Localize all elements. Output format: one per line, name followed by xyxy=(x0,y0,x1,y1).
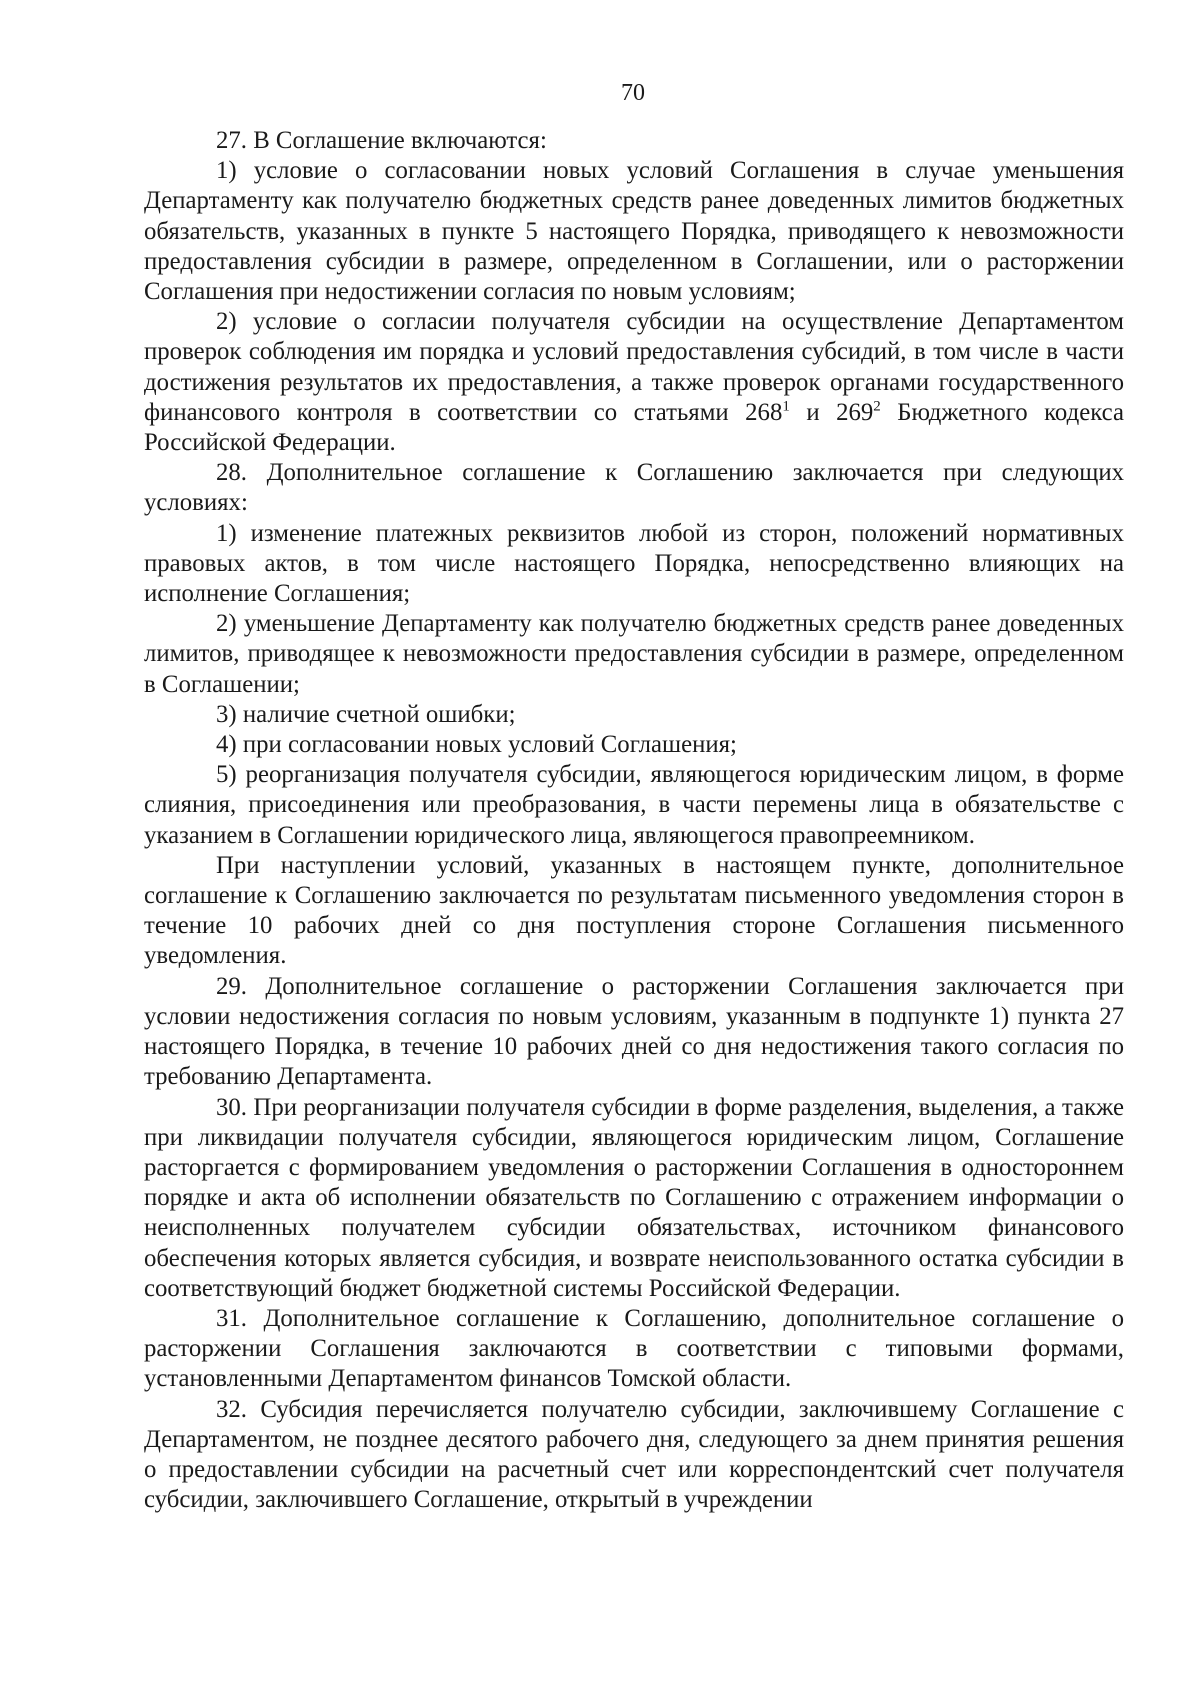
paragraph-28-item-3: 3) наличие счетной ошибки; xyxy=(216,700,516,728)
footnote-superscript: 2 xyxy=(873,398,881,415)
paragraph-28-item-5: 5) реорганизация получателя субсидии, являющегося юридическим лицом, в форме слияния, присоединения или преобразования, в части перемены лица в обязательстве с указанием в Соглашении юридического лица, являющегося правопреемником. xyxy=(144,761,1124,849)
paragraph-27-item-1: 1) условие о согласовании новых условий Соглашения в случае уменьшения Департаменту как получателю бюджетных средств ранее доведенных лимитов бюджетных обязательств, указанных в пункте 5 настоящего Порядка, приводящего к невозможности предоставления субсидии в размере, определенном в Соглашении, или о расторжении Соглашения при недостижении согласия по новым условиям; xyxy=(144,157,1124,306)
paragraph-29: 29. Дополнительное соглашение о расторжении Соглашения заключается при условии недостижения согласия по новым условиям, указанным в подпункте 1) пункта 27 настоящего Порядка, в течение 10 рабочих дней со дня недостижения такого согласия по требованию Департамента. xyxy=(144,972,1124,1091)
paragraph-27: 27. В Соглашение включаются: xyxy=(216,127,547,154)
paragraph-27-item-2-text-mid: и 269 xyxy=(789,398,874,426)
paragraph-28-tail: При наступлении условий, указанных в настоящем пункте, дополнительное соглашение к Соглашению заключается по результатам письменного уведомления сторон в течение 10 рабочих дней со дня поступления стороне Соглашения письменного уведомления. xyxy=(144,851,1124,970)
paragraph-27-item-2 xyxy=(144,307,1124,458)
paragraph-28-item-2: 2) уменьшение Департаменту как получателю бюджетных средств ранее доведенных лимитов, приводящее к невозможности предоставления субсидии в размере, определенном в Соглашении; xyxy=(144,610,1124,698)
document-body xyxy=(144,126,1124,1515)
paragraph-30: 30. При реорганизации получателя субсидии в форме разделения, выделения, а также при ликвидации получателя субсидии, являющегося юридическим лицом, Соглашение расторгается с формированием уведомления о расторжении Соглашения в одностороннем порядке и акта об исполнении обязательств по Соглашению с отражением информации о неисполненных получателем субсидии обязательствах, источником финансового обеспечения которых является субсидия, и возврате неиспользованного остатка субсидии в соответствующий бюджет бюджетной системы Российской Федерации. xyxy=(144,1093,1124,1302)
paragraph-28: 28. Дополнительное соглашение к Соглашению заключается при следующих условиях: xyxy=(144,459,1124,517)
paragraph-28-item-4: 4) при согласовании новых условий Соглашения; xyxy=(216,731,737,759)
paragraph-27-item-2-text: 2) условие о согласии получателя субсидии на осуществление Департаментом проверок соблюдения им порядка и условий предоставления субсидий, в том числе в части достижения результатов их предоставления, а также проверок органами государственного финансового контроля в соответствии со статьями 268 xyxy=(144,308,1124,426)
page-number: 70 xyxy=(621,80,645,106)
paragraph-32: 32. Субсидия перечисляется получателю субсидии, заключившему Соглашение с Департаментом, не позднее десятого рабочего дня, следующего за днем принятия решения о предоставлении субсидии на расчетный счет или корреспондентский счет получателя субсидии, заключившего Соглашение, открытый в учреждении xyxy=(144,1395,1124,1514)
footnote-superscript: 1 xyxy=(782,398,790,415)
paragraph-27-item-2-text-end: Бюджетного кодекса Российской Федерации. xyxy=(144,398,1124,457)
paragraph-28-item-1: 1) изменение платежных реквизитов любой из сторон, положений нормативных правовых актов, в том числе настоящего Порядка, непосредственно влияющих на исполнение Соглашения; xyxy=(144,519,1124,608)
paragraph-31: 31. Дополнительное соглашение к Соглашению, дополнительное соглашение о расторжении Соглашения заключаются в соответствии с типовыми формами, установленными Департаментом финансов Томской области. xyxy=(144,1304,1124,1393)
